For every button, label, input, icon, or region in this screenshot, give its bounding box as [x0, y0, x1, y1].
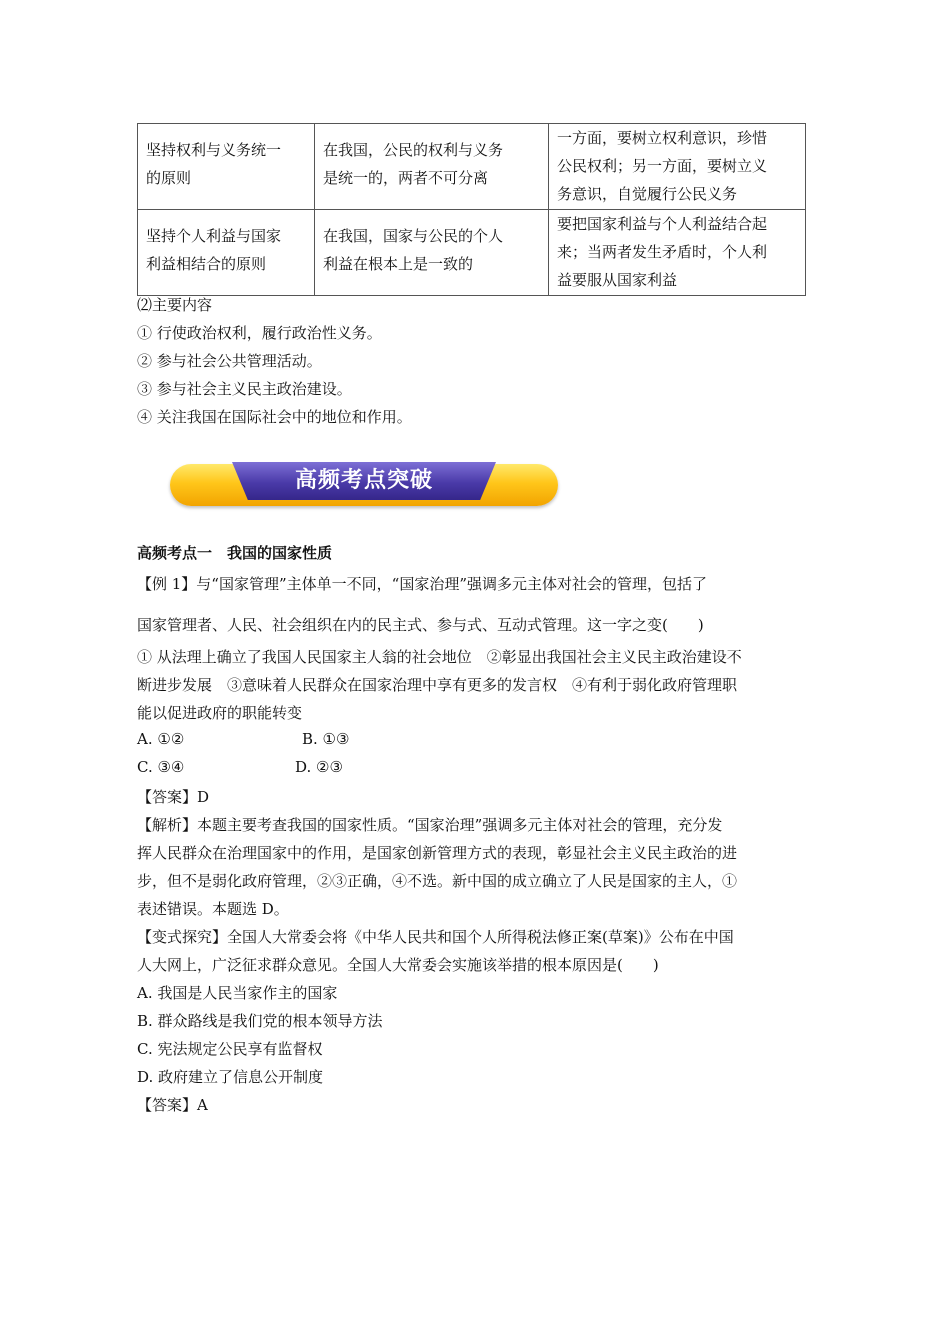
- main-content-heading: ⑵主要内容: [137, 296, 213, 314]
- table-cell-meaning: [315, 124, 549, 210]
- option-c: C. ③④: [137, 758, 185, 776]
- analysis-line: 表述错误。本题选 D。: [137, 900, 289, 918]
- variant-question-line: 【变式探究】全国人大常委会将《中华人民共和国个人所得税法修正案(草案)》公布在中国: [137, 928, 734, 946]
- example-answer: 【答案】D: [137, 788, 210, 806]
- main-content-item: ① 行使政治权利，履行政治性义务。: [137, 324, 382, 342]
- table-cell-principle: [138, 124, 315, 210]
- table-cell-meaning: [315, 210, 549, 296]
- cell-line: 公民权利；另一方面，要树立义: [557, 157, 768, 175]
- cell-line: 的原则: [146, 169, 192, 187]
- option-d: D. ②③: [295, 758, 343, 776]
- option-b: B. ①③: [302, 730, 350, 748]
- example-statement-line: ① 从法理上确立了我国人民国家主人翁的社会地位 ②彰显出我国社会主义民主政治建设不: [137, 648, 742, 666]
- variant-option: C. 宪法规定公民享有监督权: [137, 1040, 323, 1058]
- cell-line: 是统一的，两者不可分离: [323, 169, 489, 187]
- table-row: [138, 124, 806, 210]
- banner-title: 高频考点突破: [294, 468, 433, 493]
- variant-option: A. 我国是人民当家作主的国家: [137, 984, 338, 1002]
- principles-table: [137, 123, 806, 296]
- variant-option: D. 政府建立了信息公开制度: [137, 1068, 324, 1086]
- analysis-line: 步，但不是弱化政府管理，②③正确，④不选。新中国的成立确立了人民是国家的主人，①: [137, 872, 738, 890]
- example-question-line: 国家管理者、人民、社会组织在内的民主式、参与式、互动式管理。这一字之变( ): [137, 616, 704, 634]
- example-statement-line: 断进步发展 ③意味着人民群众在国家治理中享有更多的发言权 ④有利于弱化政府管理职: [137, 676, 738, 694]
- cell-line: 在我国，国家与公民的个人: [323, 227, 504, 245]
- variant-option: B. 群众路线是我们党的根本领导方法: [137, 1012, 383, 1030]
- cell-line: 一方面，要树立权利意识，珍惜: [557, 129, 768, 147]
- main-content-item: ② 参与社会公共管理活动。: [137, 352, 322, 370]
- analysis-line: 挥人民群众在治理国家中的作用，是国家创新管理方式的表现，彰显社会主义民主政治的进: [137, 844, 738, 862]
- section-banner: [170, 462, 558, 508]
- table-cell-principle: [138, 210, 315, 296]
- cell-line: 利益在根本上是一致的: [323, 255, 474, 273]
- cell-line: 来；当两者发生矛盾时，个人利: [557, 243, 768, 261]
- cell-line: 坚持权利与义务统一: [146, 141, 282, 159]
- table-cell-requirement: [549, 124, 806, 210]
- cell-line: 坚持个人利益与国家: [146, 227, 282, 245]
- analysis-line: 【解析】本题主要考查我国的国家性质。“国家治理”强调多元主体对社会的管理，充分发: [137, 816, 723, 834]
- table-cell-requirement: [549, 210, 806, 296]
- table-row: [138, 210, 806, 296]
- cell-line: 益要服从国家利益: [557, 271, 678, 289]
- cell-line: 在我国，公民的权利与义务: [323, 141, 504, 159]
- example-statement-line: 能以促进政府的职能转变: [137, 704, 303, 722]
- main-content-item: ④ 关注我国在国际社会中的地位和作用。: [137, 408, 412, 426]
- variant-answer: 【答案】A: [137, 1096, 208, 1114]
- cell-line: 要把国家利益与个人利益结合起: [557, 215, 768, 233]
- section-heading: 高频考点一 我国的国家性质: [137, 544, 333, 562]
- variant-question-line: 人大网上，广泛征求群众意见。全国人大常委会实施该举措的根本原因是( ): [137, 956, 659, 974]
- option-a: A. ①②: [137, 730, 185, 748]
- cell-line: 利益相结合的原则: [146, 255, 267, 273]
- example-question-line: 【例 1】与“国家管理”主体单一不同，“国家治理”强调多元主体对社会的管理，包括了: [137, 575, 707, 593]
- cell-line: 务意识，自觉履行公民义务: [557, 185, 738, 203]
- main-content-item: ③ 参与社会主义民主政治建设。: [137, 380, 352, 398]
